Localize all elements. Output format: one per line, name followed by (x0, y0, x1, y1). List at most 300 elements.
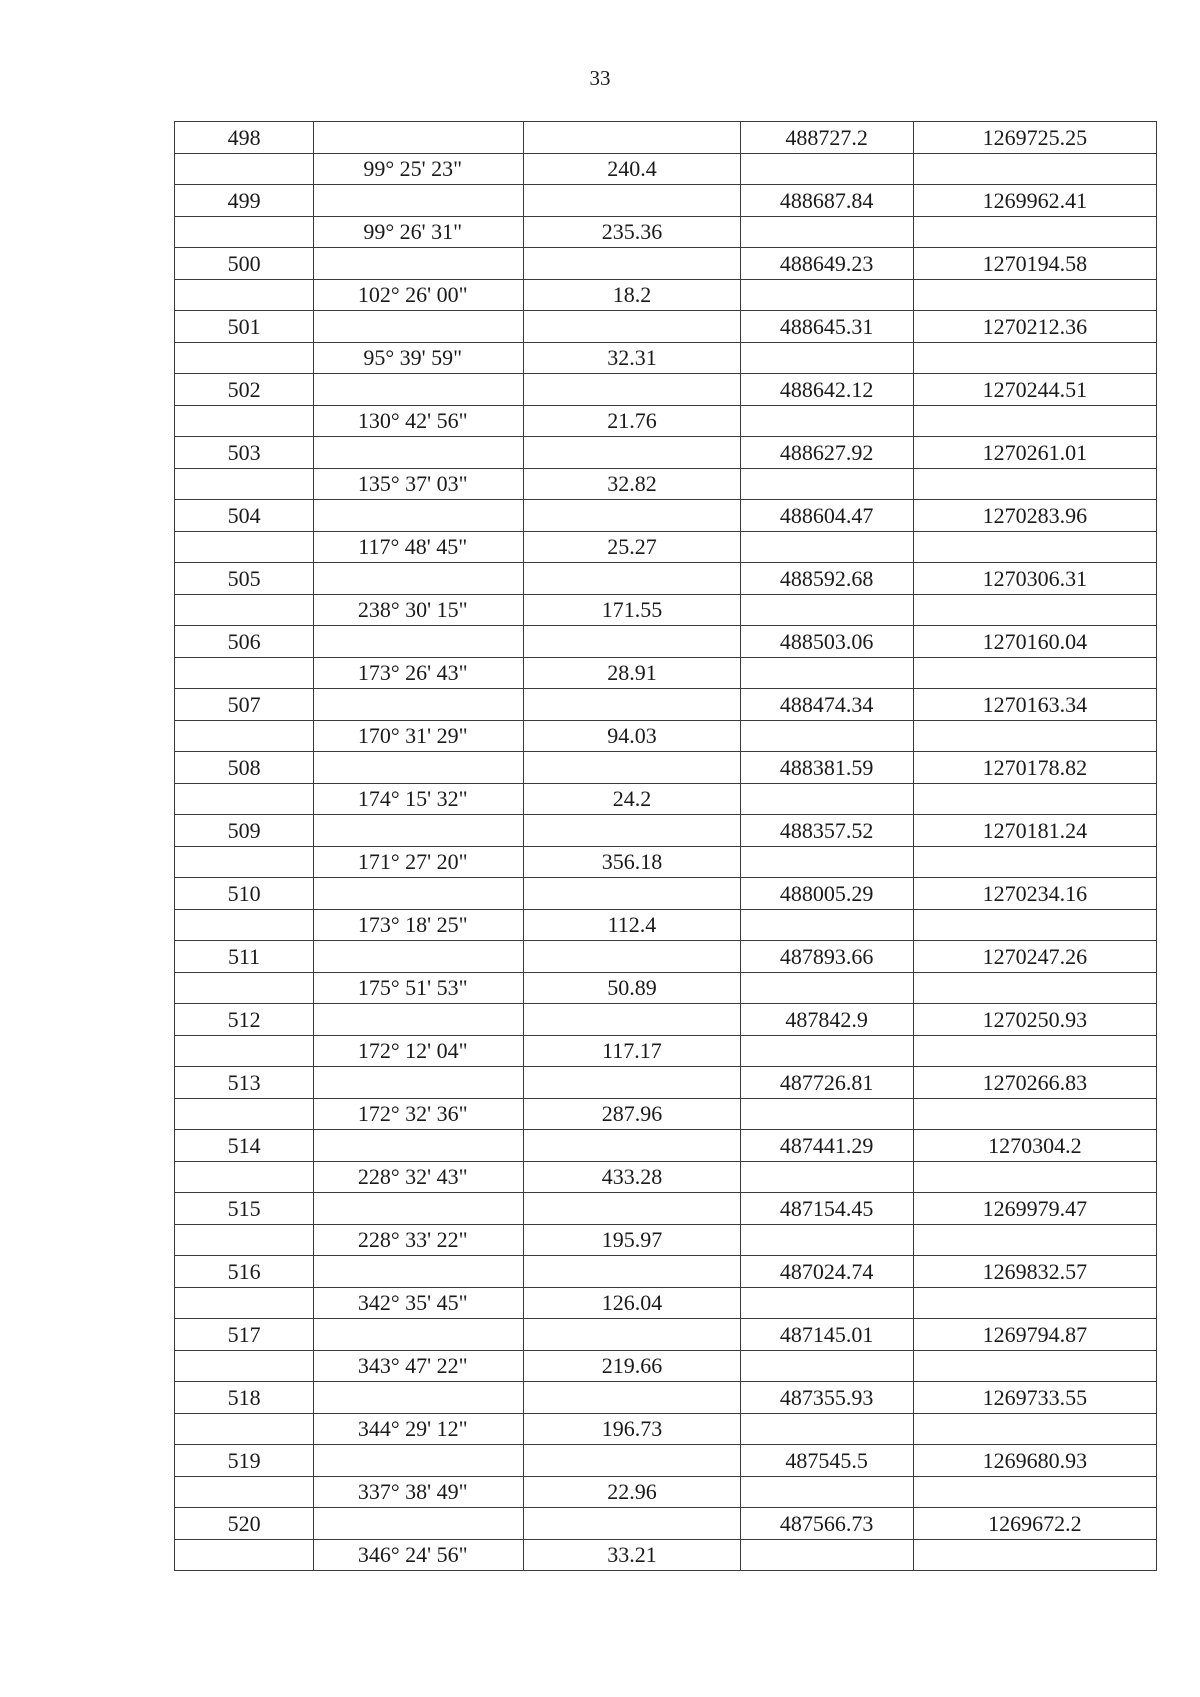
table-row-point (175, 626, 1157, 658)
table-row-leg (175, 847, 1157, 878)
bearing-cell-text: 170° 31' 29" (357, 723, 468, 748)
point-number-cell: 516 (175, 1256, 314, 1288)
empty-point-cell (175, 595, 314, 626)
northing-cell: 488503.06 (740, 626, 913, 658)
bearing-cell (314, 784, 524, 815)
empty-northing-cell (740, 1414, 913, 1445)
empty-northing-cell (740, 280, 913, 311)
empty-northing-cell (740, 784, 913, 815)
point-number-cell: 508 (175, 752, 314, 784)
table-row-leg (175, 1414, 1157, 1445)
empty-point-cell (175, 1540, 314, 1571)
survey-coordinates-table (174, 121, 1157, 1571)
table-row-leg (175, 1162, 1157, 1193)
empty-distance-cell (524, 1256, 740, 1288)
distance-cell: 18.2 (524, 280, 740, 311)
page-number: 33 (589, 66, 611, 90)
empty-distance-cell (524, 1193, 740, 1225)
easting-cell: 1270194.58 (913, 248, 1156, 280)
table-row-point (175, 689, 1157, 721)
empty-easting-cell (913, 910, 1156, 941)
easting-cell: 1269832.57 (913, 1256, 1156, 1288)
empty-distance-cell (524, 185, 740, 217)
table-row-point (175, 311, 1157, 343)
northing-cell: 487024.74 (740, 1256, 913, 1288)
empty-northing-cell (740, 721, 913, 752)
empty-easting-cell (913, 1288, 1156, 1319)
easting-cell: 1269725.25 (913, 122, 1156, 154)
table-row-leg (175, 1225, 1157, 1256)
northing-cell: 487893.66 (740, 941, 913, 973)
empty-bearing-cell (314, 437, 524, 469)
empty-distance-cell (524, 1319, 740, 1351)
northing-cell: 487355.93 (740, 1382, 913, 1414)
table-row-leg (175, 532, 1157, 563)
bearing-cell (314, 1162, 524, 1193)
bearing-cell-text: 174° 15' 32" (357, 786, 468, 811)
table-row-point (175, 1193, 1157, 1225)
empty-easting-cell (913, 1099, 1156, 1130)
empty-point-cell (175, 1477, 314, 1508)
empty-bearing-cell (314, 689, 524, 721)
empty-point-cell (175, 1351, 314, 1382)
bearing-cell-text: 130° 42' 56" (357, 408, 468, 433)
empty-easting-cell (913, 595, 1156, 626)
empty-distance-cell (524, 689, 740, 721)
distance-cell: 94.03 (524, 721, 740, 752)
empty-point-cell (175, 784, 314, 815)
empty-bearing-cell (314, 122, 524, 154)
point-number-cell: 517 (175, 1319, 314, 1351)
empty-bearing-cell (314, 1382, 524, 1414)
table-row-leg (175, 280, 1157, 311)
bearing-cell (314, 1351, 524, 1382)
distance-cell: 117.17 (524, 1036, 740, 1067)
northing-cell: 488592.68 (740, 563, 913, 595)
empty-point-cell (175, 406, 314, 437)
empty-northing-cell (740, 406, 913, 437)
northing-cell: 487842.9 (740, 1004, 913, 1036)
empty-easting-cell (913, 784, 1156, 815)
empty-distance-cell (524, 752, 740, 784)
bearing-cell-text: 172° 32' 36" (357, 1101, 468, 1126)
empty-northing-cell (740, 343, 913, 374)
distance-cell: 195.97 (524, 1225, 740, 1256)
bearing-cell (314, 721, 524, 752)
empty-easting-cell (913, 217, 1156, 248)
empty-northing-cell (740, 1540, 913, 1571)
empty-bearing-cell (314, 626, 524, 658)
bearing-cell (314, 1225, 524, 1256)
empty-easting-cell (913, 658, 1156, 689)
empty-easting-cell (913, 1351, 1156, 1382)
distance-cell: 25.27 (524, 532, 740, 563)
empty-distance-cell (524, 626, 740, 658)
empty-distance-cell (524, 563, 740, 595)
empty-easting-cell (913, 1162, 1156, 1193)
bearing-cell (314, 343, 524, 374)
point-number-cell: 501 (175, 311, 314, 343)
bearing-cell (314, 595, 524, 626)
empty-point-cell (175, 1225, 314, 1256)
easting-cell: 1270283.96 (913, 500, 1156, 532)
empty-bearing-cell (314, 1256, 524, 1288)
empty-point-cell (175, 973, 314, 1004)
distance-cell: 32.31 (524, 343, 740, 374)
distance-cell: 32.82 (524, 469, 740, 500)
northing-cell: 488649.23 (740, 248, 913, 280)
point-number-cell: 505 (175, 563, 314, 595)
easting-cell: 1269979.47 (913, 1193, 1156, 1225)
easting-cell: 1270306.31 (913, 563, 1156, 595)
bearing-cell-text: 117° 48' 45" (358, 534, 468, 559)
empty-easting-cell (913, 343, 1156, 374)
bearing-cell-text: 171° 27' 20" (357, 849, 468, 874)
empty-distance-cell (524, 311, 740, 343)
empty-northing-cell (740, 910, 913, 941)
empty-point-cell (175, 469, 314, 500)
empty-bearing-cell (314, 1004, 524, 1036)
bearing-cell-text: 344° 29' 12" (357, 1416, 468, 1441)
northing-cell: 487441.29 (740, 1130, 913, 1162)
northing-cell: 488474.34 (740, 689, 913, 721)
distance-cell: 33.21 (524, 1540, 740, 1571)
distance-cell: 126.04 (524, 1288, 740, 1319)
point-number-cell: 509 (175, 815, 314, 847)
bearing-cell-text: 173° 26' 43" (357, 660, 468, 685)
easting-cell: 1270261.01 (913, 437, 1156, 469)
empty-bearing-cell (314, 248, 524, 280)
bearing-cell (314, 973, 524, 1004)
empty-point-cell (175, 1288, 314, 1319)
point-number-cell: 504 (175, 500, 314, 532)
bearing-cell-text: 228° 32' 43" (357, 1164, 468, 1189)
point-number-cell: 506 (175, 626, 314, 658)
empty-northing-cell (740, 658, 913, 689)
bearing-cell (314, 280, 524, 311)
empty-northing-cell (740, 1099, 913, 1130)
empty-easting-cell (913, 973, 1156, 1004)
empty-northing-cell (740, 595, 913, 626)
empty-bearing-cell (314, 1319, 524, 1351)
bearing-cell-text: 172° 12' 04" (357, 1038, 468, 1063)
point-number-cell: 510 (175, 878, 314, 910)
bearing-cell (314, 154, 524, 185)
table-row-point (175, 437, 1157, 469)
empty-northing-cell (740, 1225, 913, 1256)
empty-point-cell (175, 1414, 314, 1445)
table-row-point (175, 185, 1157, 217)
empty-northing-cell (740, 1036, 913, 1067)
bearing-cell (314, 532, 524, 563)
empty-point-cell (175, 910, 314, 941)
easting-cell: 1270160.04 (913, 626, 1156, 658)
empty-easting-cell (913, 154, 1156, 185)
table-row-leg (175, 343, 1157, 374)
empty-distance-cell (524, 248, 740, 280)
distance-cell: 21.76 (524, 406, 740, 437)
easting-cell: 1269733.55 (913, 1382, 1156, 1414)
point-number-cell: 511 (175, 941, 314, 973)
table-row-leg (175, 973, 1157, 1004)
empty-easting-cell (913, 847, 1156, 878)
table-row-point (175, 374, 1157, 406)
point-number-cell: 507 (175, 689, 314, 721)
empty-bearing-cell (314, 500, 524, 532)
empty-distance-cell (524, 1382, 740, 1414)
table-row-leg (175, 1477, 1157, 1508)
bearing-cell (314, 1099, 524, 1130)
empty-bearing-cell (314, 815, 524, 847)
empty-point-cell (175, 721, 314, 752)
distance-cell: 171.55 (524, 595, 740, 626)
table-row-leg (175, 1540, 1157, 1571)
empty-northing-cell (740, 1162, 913, 1193)
empty-northing-cell (740, 1477, 913, 1508)
distance-cell: 196.73 (524, 1414, 740, 1445)
table-row-leg (175, 1351, 1157, 1382)
easting-cell: 1270304.2 (913, 1130, 1156, 1162)
empty-bearing-cell (314, 563, 524, 595)
empty-easting-cell (913, 721, 1156, 752)
northing-cell: 488642.12 (740, 374, 913, 406)
empty-point-cell (175, 1036, 314, 1067)
bearing-cell (314, 1036, 524, 1067)
empty-easting-cell (913, 1225, 1156, 1256)
table-row-leg (175, 1288, 1157, 1319)
empty-bearing-cell (314, 374, 524, 406)
empty-bearing-cell (314, 941, 524, 973)
empty-bearing-cell (314, 1508, 524, 1540)
empty-easting-cell (913, 1036, 1156, 1067)
northing-cell: 487726.81 (740, 1067, 913, 1099)
empty-northing-cell (740, 973, 913, 1004)
point-number-cell: 499 (175, 185, 314, 217)
bearing-cell-text: 173° 18' 25" (357, 912, 468, 937)
table-row-point (175, 563, 1157, 595)
table-row-leg (175, 910, 1157, 941)
empty-easting-cell (913, 1540, 1156, 1571)
point-number-cell: 512 (175, 1004, 314, 1036)
northing-cell: 487566.73 (740, 1508, 913, 1540)
table-row-point (175, 752, 1157, 784)
distance-cell: 240.4 (524, 154, 740, 185)
bearing-cell (314, 847, 524, 878)
table-row-point (175, 1508, 1157, 1540)
bearing-cell-text: 342° 35' 45" (357, 1290, 468, 1315)
easting-cell: 1270266.83 (913, 1067, 1156, 1099)
empty-point-cell (175, 154, 314, 185)
easting-cell: 1270244.51 (913, 374, 1156, 406)
empty-point-cell (175, 343, 314, 374)
table-row-point (175, 815, 1157, 847)
empty-distance-cell (524, 122, 740, 154)
table-row-point (175, 1445, 1157, 1477)
distance-cell: 219.66 (524, 1351, 740, 1382)
table-row-point (175, 878, 1157, 910)
empty-northing-cell (740, 1351, 913, 1382)
bearing-cell (314, 1540, 524, 1571)
empty-point-cell (175, 532, 314, 563)
easting-cell: 1270163.34 (913, 689, 1156, 721)
bearing-cell (314, 406, 524, 437)
table-row-leg (175, 595, 1157, 626)
table-row-leg (175, 469, 1157, 500)
northing-cell: 488727.2 (740, 122, 913, 154)
bearing-cell (314, 1288, 524, 1319)
bearing-cell-text: 102° 26' 00" (357, 282, 468, 307)
empty-easting-cell (913, 1414, 1156, 1445)
table-row-leg (175, 154, 1157, 185)
distance-cell: 433.28 (524, 1162, 740, 1193)
bearing-cell-text: 346° 24' 56" (357, 1542, 468, 1567)
table-row-point (175, 941, 1157, 973)
empty-northing-cell (740, 154, 913, 185)
distance-cell: 24.2 (524, 784, 740, 815)
easting-cell: 1269794.87 (913, 1319, 1156, 1351)
northing-cell: 488005.29 (740, 878, 913, 910)
empty-easting-cell (913, 406, 1156, 437)
easting-cell: 1270181.24 (913, 815, 1156, 847)
northing-cell: 488604.47 (740, 500, 913, 532)
point-number-cell: 500 (175, 248, 314, 280)
empty-northing-cell (740, 847, 913, 878)
northing-cell: 488357.52 (740, 815, 913, 847)
northing-cell: 488645.31 (740, 311, 913, 343)
empty-bearing-cell (314, 1067, 524, 1099)
empty-easting-cell (913, 280, 1156, 311)
table-row-point (175, 1067, 1157, 1099)
bearing-cell-text: 228° 33' 22" (357, 1227, 468, 1252)
table-row-leg (175, 658, 1157, 689)
bearing-cell-text: 95° 39' 59" (363, 345, 463, 370)
empty-northing-cell (740, 532, 913, 563)
northing-cell: 488627.92 (740, 437, 913, 469)
empty-point-cell (175, 1162, 314, 1193)
bearing-cell (314, 658, 524, 689)
northing-cell: 487154.45 (740, 1193, 913, 1225)
bearing-cell (314, 910, 524, 941)
bearing-cell-text: 135° 37' 03" (357, 471, 468, 496)
empty-bearing-cell (314, 878, 524, 910)
table-row-leg (175, 784, 1157, 815)
table-row-leg (175, 217, 1157, 248)
table-row-leg (175, 721, 1157, 752)
point-number-cell: 518 (175, 1382, 314, 1414)
empty-bearing-cell (314, 752, 524, 784)
bearing-cell-text: 343° 47' 22" (357, 1353, 468, 1378)
empty-northing-cell (740, 469, 913, 500)
bearing-cell (314, 217, 524, 248)
bearing-cell-text: 175° 51' 53" (357, 975, 468, 1000)
bearing-cell (314, 1414, 524, 1445)
table-row-point (175, 500, 1157, 532)
table-row-leg (175, 1099, 1157, 1130)
empty-easting-cell (913, 469, 1156, 500)
empty-point-cell (175, 658, 314, 689)
easting-cell: 1270247.26 (913, 941, 1156, 973)
bearing-cell-text: 99° 25' 23" (363, 156, 463, 181)
empty-bearing-cell (314, 1445, 524, 1477)
northing-cell: 487145.01 (740, 1319, 913, 1351)
empty-northing-cell (740, 217, 913, 248)
point-number-cell: 520 (175, 1508, 314, 1540)
table-row-point (175, 122, 1157, 154)
distance-cell: 356.18 (524, 847, 740, 878)
point-number-cell: 514 (175, 1130, 314, 1162)
table-body (175, 122, 1157, 1571)
point-number-cell: 502 (175, 374, 314, 406)
empty-distance-cell (524, 1508, 740, 1540)
distance-cell: 22.96 (524, 1477, 740, 1508)
easting-cell: 1270234.16 (913, 878, 1156, 910)
empty-bearing-cell (314, 311, 524, 343)
easting-cell: 1270212.36 (913, 311, 1156, 343)
empty-distance-cell (524, 941, 740, 973)
empty-distance-cell (524, 1130, 740, 1162)
empty-northing-cell (740, 1288, 913, 1319)
empty-distance-cell (524, 815, 740, 847)
northing-cell: 488687.84 (740, 185, 913, 217)
table-row-point (175, 248, 1157, 280)
distance-cell: 28.91 (524, 658, 740, 689)
bearing-cell-text: 337° 38' 49" (357, 1479, 468, 1504)
point-number-cell: 498 (175, 122, 314, 154)
empty-distance-cell (524, 1004, 740, 1036)
bearing-cell-text: 99° 26' 31" (363, 219, 463, 244)
distance-cell: 50.89 (524, 973, 740, 1004)
empty-easting-cell (913, 1477, 1156, 1508)
empty-distance-cell (524, 878, 740, 910)
bearing-cell (314, 1477, 524, 1508)
empty-point-cell (175, 1099, 314, 1130)
table-row-point (175, 1256, 1157, 1288)
empty-easting-cell (913, 532, 1156, 563)
easting-cell: 1269672.2 (913, 1508, 1156, 1540)
bearing-cell (314, 469, 524, 500)
empty-distance-cell (524, 374, 740, 406)
easting-cell: 1269680.93 (913, 1445, 1156, 1477)
easting-cell: 1269962.41 (913, 185, 1156, 217)
table-row-leg (175, 1036, 1157, 1067)
point-number-cell: 519 (175, 1445, 314, 1477)
table-row-point (175, 1382, 1157, 1414)
table-row-point (175, 1319, 1157, 1351)
distance-cell: 112.4 (524, 910, 740, 941)
point-number-cell: 515 (175, 1193, 314, 1225)
point-number-cell: 503 (175, 437, 314, 469)
northing-cell: 487545.5 (740, 1445, 913, 1477)
easting-cell: 1270250.93 (913, 1004, 1156, 1036)
table-row-point (175, 1004, 1157, 1036)
table-row-leg (175, 406, 1157, 437)
empty-bearing-cell (314, 1130, 524, 1162)
empty-distance-cell (524, 1067, 740, 1099)
empty-bearing-cell (314, 185, 524, 217)
empty-distance-cell (524, 500, 740, 532)
empty-point-cell (175, 847, 314, 878)
northing-cell: 488381.59 (740, 752, 913, 784)
distance-cell: 287.96 (524, 1099, 740, 1130)
table-row-point (175, 1130, 1157, 1162)
empty-bearing-cell (314, 1193, 524, 1225)
distance-cell: 235.36 (524, 217, 740, 248)
empty-distance-cell (524, 1445, 740, 1477)
easting-cell: 1270178.82 (913, 752, 1156, 784)
empty-point-cell (175, 280, 314, 311)
empty-distance-cell (524, 437, 740, 469)
point-number-cell: 513 (175, 1067, 314, 1099)
